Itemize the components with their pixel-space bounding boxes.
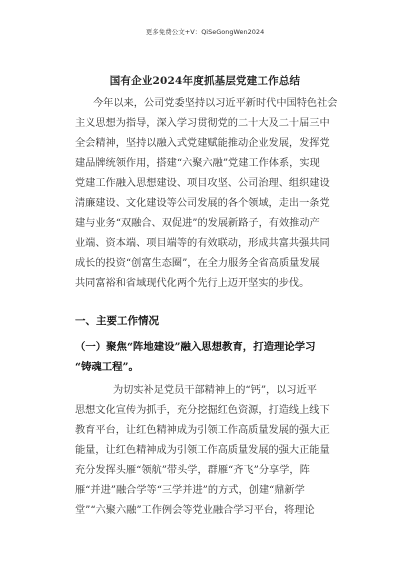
paragraph-line: 清廉建设、文化建设等公司发展的各个领域，走出一条党 xyxy=(75,198,330,209)
header-note: 更多免费公文+V：QiSeGongWen2024 xyxy=(145,28,265,36)
subheading-line: （一）聚焦“阵地建设”融入思想教育，打造理论学习 xyxy=(75,341,316,353)
paragraph-line: 共同富裕和省域现代化两个先行上迈开坚实的步伐。 xyxy=(75,278,310,289)
paragraph-line: 思想文化宣传为抓手，充分挖掘红色资源，打造线上线下 xyxy=(75,405,330,416)
paragraph-line: 堂”“六聚六融”工作例会等党业融合学习平台，将理论 xyxy=(75,505,315,516)
paragraph-line: 主义思想为指导，深入学习贯彻党的二十大及二十届三中 xyxy=(75,118,330,129)
paragraph-line: 能量，让红色精神成为引领工作高质量发展的强大正能量 xyxy=(75,445,330,456)
subheading-line: “铸魂工程”。 xyxy=(75,361,139,373)
section-heading: 一、主要工作情况 xyxy=(75,315,159,327)
paragraph-line: 建与业务“双融合、双促进”的发展新路子，有效推动产 xyxy=(75,218,320,229)
paragraph-line: 雁“并进”融合学等“三学并进”的方式，创建“鼎新学 xyxy=(75,485,305,496)
paragraph-line: 充分发挥头雁“领航”带头学，群雁“齐飞”分享学，阵 xyxy=(75,465,310,476)
paragraph-line: 全会精神，坚持以融入式党建赋能推动企业发展，发挥党 xyxy=(75,138,330,149)
intro-paragraph xyxy=(75,94,337,294)
document-title: 国有企业2024年度抓基层党建工作总结 xyxy=(109,75,301,87)
paragraph-line: 成长的投资“创富生态圈”，在全力服务全省高质量发展 xyxy=(75,258,320,269)
paragraph-line: 为切实补足党员干部精神上的“钙”，以习近平 xyxy=(113,385,317,396)
body-paragraph xyxy=(75,381,337,521)
paragraph-line: 今年以来，公司党委坚持以习近平新时代中国特色社会 xyxy=(93,98,337,109)
paragraph-line: 党建工作融入思想建设、项目攻坚、公司治理、组织建设 xyxy=(75,178,330,189)
paragraph-line: 建品牌统领作用，搭建“六聚六融”党建工作体系，实现 xyxy=(75,158,320,169)
subsection-heading xyxy=(75,337,337,377)
paragraph-line: 教育平台，让红色精神成为引领工作高质量发展的强大正 xyxy=(75,425,330,436)
paragraph-line: 业端、资本端、项目端等的有效联动，形成共富共强共同 xyxy=(75,238,330,249)
